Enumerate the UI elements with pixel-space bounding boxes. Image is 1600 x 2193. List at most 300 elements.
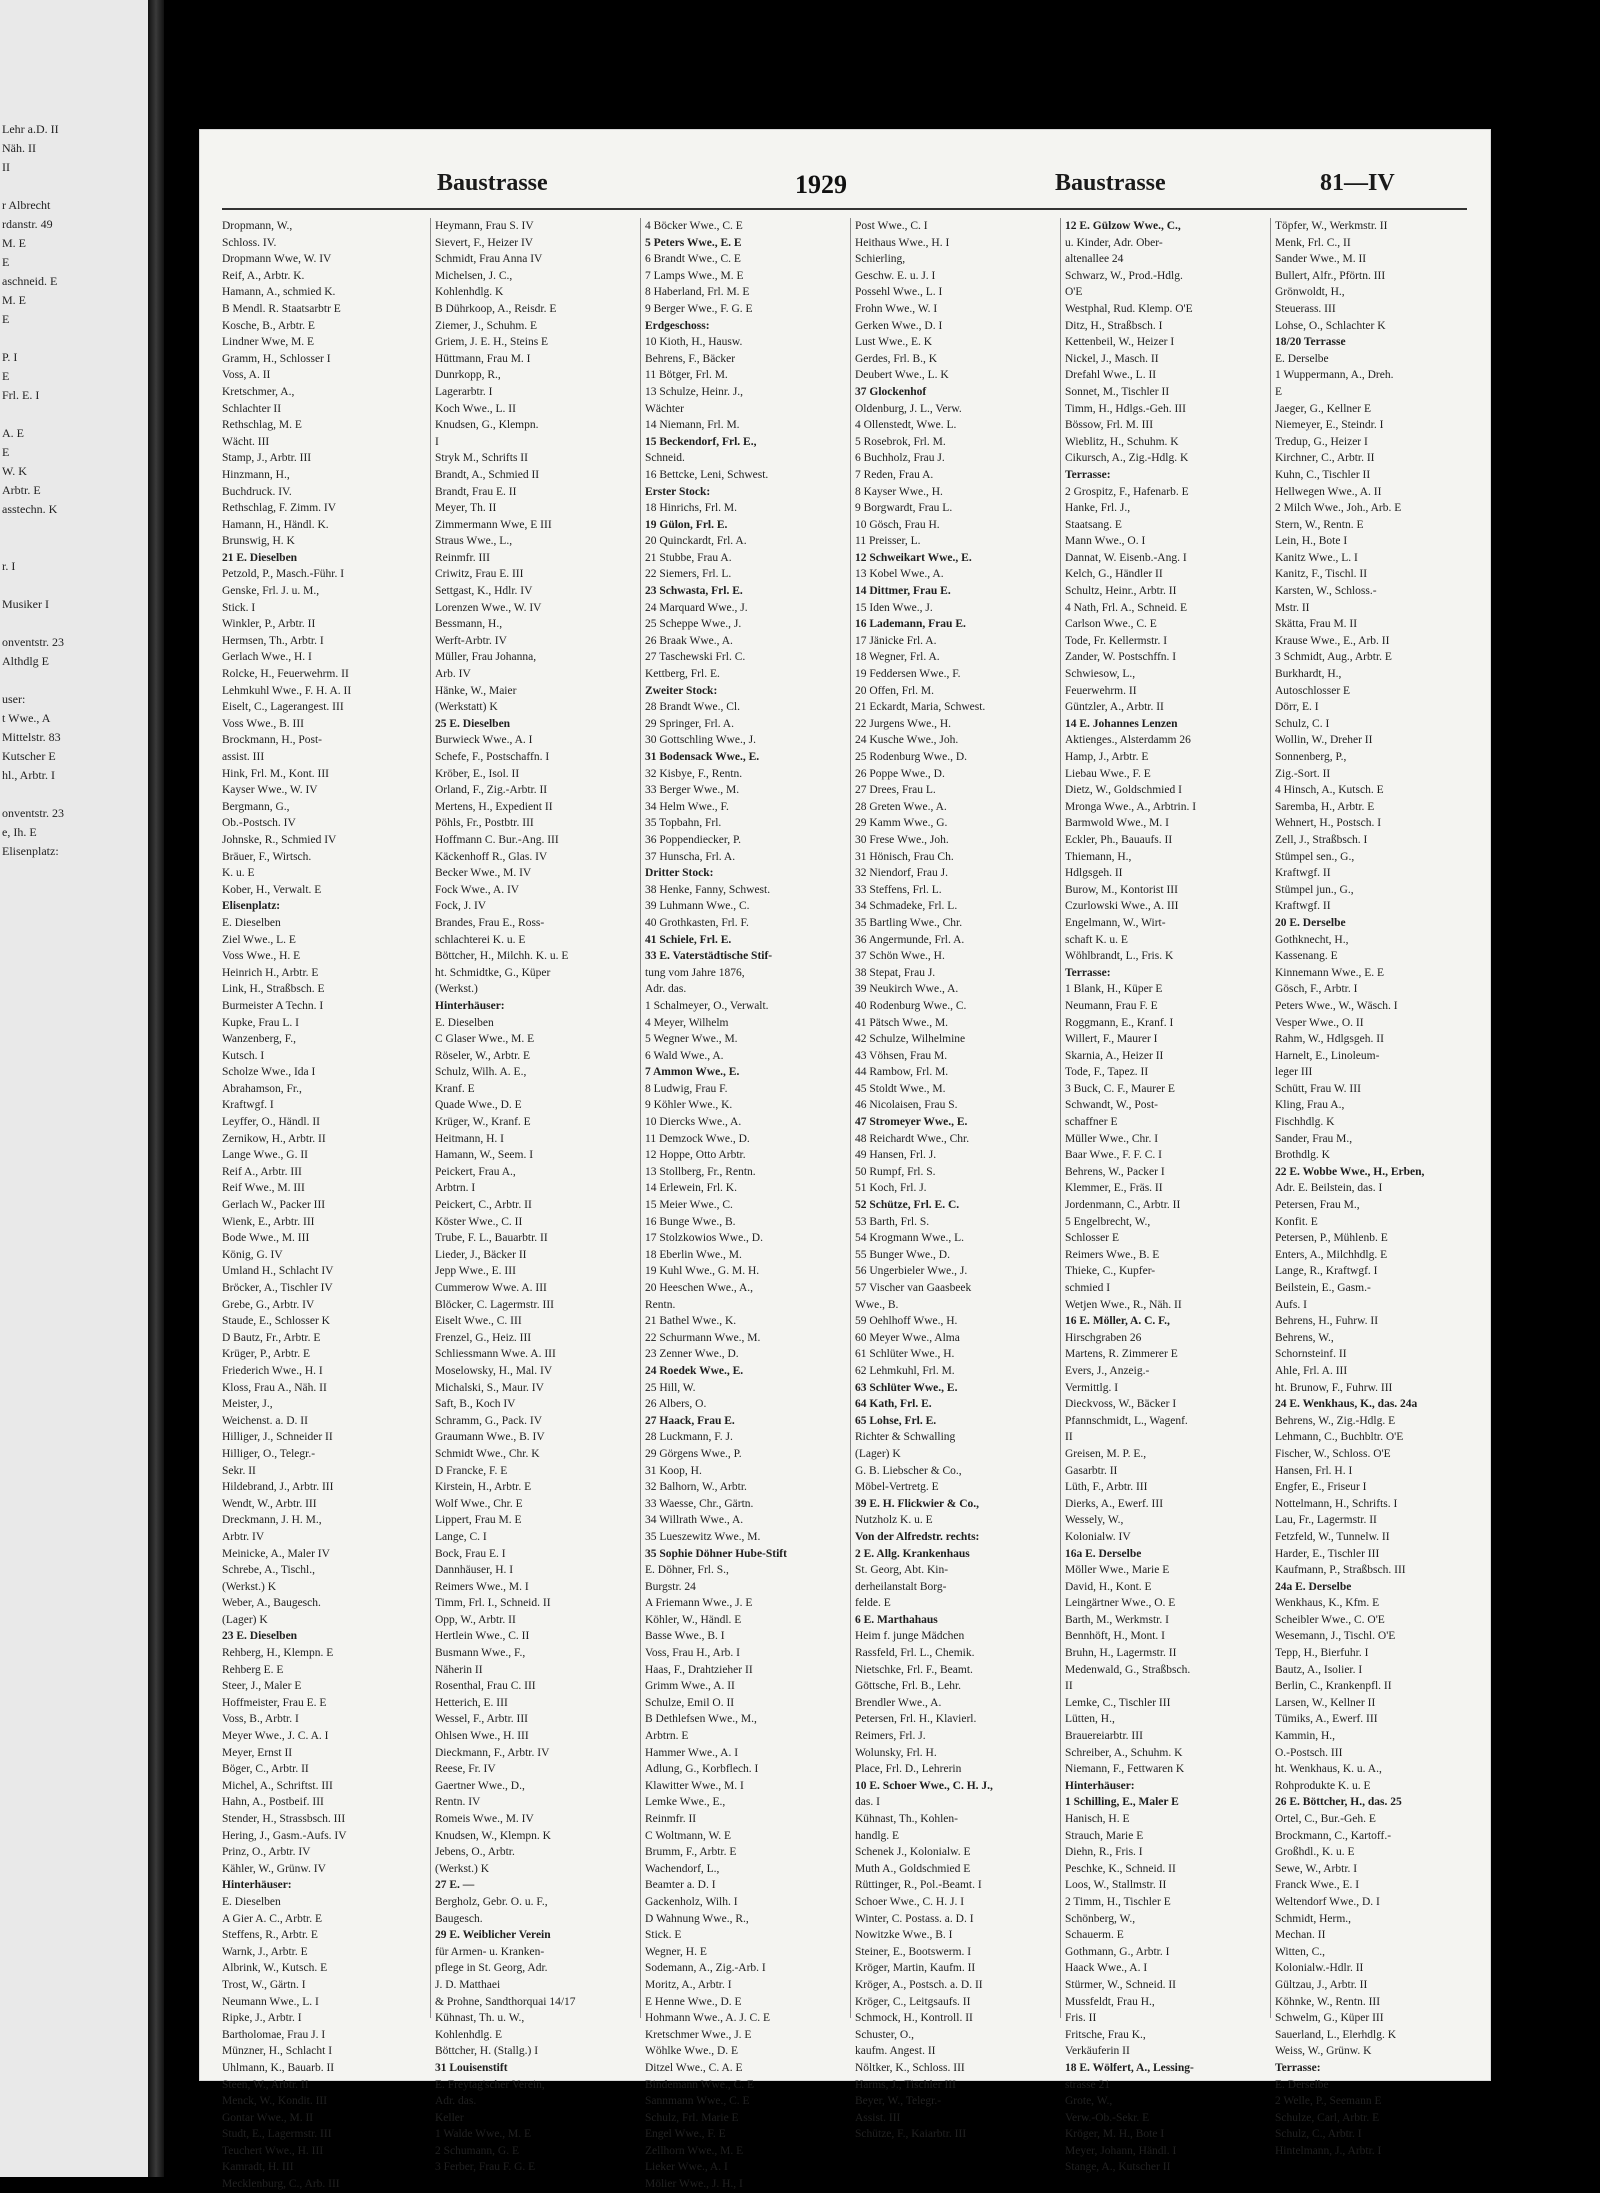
directory-entry: Warnk, J., Arbtr. E: [222, 1945, 308, 1958]
street-name-right: Baustrasse: [1055, 170, 1166, 196]
fragment-line: [2, 614, 148, 633]
directory-entry: Mecklenburg, C., Arb. III: [222, 2178, 340, 2191]
directory-entry: Rehberg, H., Klempn. E: [222, 1647, 334, 1660]
directory-entry: 9 Köhler Wwe., K.: [645, 1099, 733, 1112]
directory-entry: Sonnenberg, P.,: [1275, 751, 1347, 763]
directory-entry: G. B. Liebscher & Co.,: [855, 1464, 962, 1477]
directory-entry: Ditz, H., Straßbsch. I: [1065, 319, 1163, 332]
directory-entry: Dropmann, W.,: [222, 220, 293, 232]
directory-entry: Kröger, M. H., Bote I: [1065, 2128, 1165, 2141]
directory-entry: 15 Beckendorf, Frl. E.,: [645, 435, 757, 448]
directory-entry: Kettberg, Frl. E.: [645, 668, 720, 681]
directory-entry: 51 Koch, Frl. J.: [855, 1182, 927, 1195]
directory-entry: schaft K. u. E: [1065, 933, 1128, 946]
directory-entry: Peschke, K., Schneid. II: [1065, 1862, 1176, 1875]
directory-entry: Arbtr. IV: [222, 1530, 265, 1543]
directory-entry: Schuster, O.,: [855, 2028, 914, 2041]
directory-entry: Böttcher, H. (Stallg.) I: [435, 2045, 539, 2058]
directory-entry: Michel, A., Schriftst. III: [222, 1779, 333, 1792]
fragment-line: e, Ih. E: [2, 825, 37, 839]
directory-entry: 24 E. Wenkhaus, K., das. 24a: [1275, 1398, 1418, 1411]
fragment-line: E: [2, 255, 10, 269]
directory-entry: Hoffmeister, Frau E. E: [222, 1696, 327, 1709]
directory-entry: Fritsche, Frau K.,: [1065, 2028, 1146, 2041]
directory-entry: Lehmann, C., Buchbltr. O'E: [1275, 1431, 1404, 1444]
directory-entry: 27 Haack, Frau E.: [645, 1414, 735, 1427]
directory-entry: Wolf Wwe., Chr. E: [435, 1497, 523, 1510]
directory-entry: Lange, R., Kraftwgf. I: [1275, 1265, 1378, 1278]
directory-entry: Wollin, W., Dreher II: [1275, 734, 1373, 747]
directory-entry: 33 Steffens, Frl. L.: [855, 883, 942, 896]
directory-entry: Schauerm. E: [1065, 1929, 1124, 1942]
directory-entry: 33 Berger Wwe., M.: [645, 784, 740, 797]
directory-entry: 36 Poppendiecker, P.: [645, 833, 741, 846]
directory-entry: Uhlmann, K., Bauarb. II: [222, 2061, 335, 2074]
directory-entry: Gerlach W., Packer III: [222, 1199, 326, 1212]
directory-entry: Mronga Wwe., A., Arbtrin. I: [1065, 800, 1197, 813]
directory-entry: Brandes, Frau E., Ross-: [435, 916, 545, 929]
directory-entry: Weltendorf Wwe., D. I: [1275, 1895, 1380, 1908]
directory-entry: Skarnia, A., Heizer II: [1065, 1049, 1164, 1062]
directory-entry: E. Dieselben: [435, 1016, 494, 1029]
directory-entry: Behrens, F., Bäcker: [645, 352, 736, 365]
directory-entry: Wächt. III: [222, 435, 270, 448]
directory-entry: Engelmann, W., Wirt-: [1065, 916, 1166, 929]
directory-entry: Gerken Wwe., D. I: [855, 319, 943, 332]
directory-entry: Hüttmann, Frau M. I: [435, 352, 531, 365]
directory-entry: Graumann Wwe., B. IV: [435, 1431, 545, 1444]
directory-entry: Fischer, W., Schloss. O'E: [1275, 1447, 1391, 1460]
directory-entry: Beamter a. D. I: [645, 1879, 716, 1892]
directory-entry: Moselowsky, H., Mal. IV: [435, 1364, 553, 1377]
directory-entry: 1 Blank, H., Küper E: [1065, 983, 1163, 996]
fragment-line: onventstr. 23: [2, 635, 64, 649]
directory-entry: Wegner, H. E: [645, 1945, 707, 1958]
fragment-line: rdanstr. 49: [2, 217, 53, 231]
directory-entry: 28 Brandt Wwe., Cl.: [645, 701, 740, 714]
directory-entry: 22 E. Wobbe Wwe., H., Erben,: [1275, 1165, 1425, 1178]
directory-entry: Franck Wwe., E. I: [1275, 1879, 1360, 1892]
directory-entry: 16 Bettcke, Leni, Schwest.: [645, 468, 769, 481]
directory-entry: Sewe, W., Arbtr. I: [1275, 1862, 1358, 1875]
directory-entry: Wöhlbrandt, L., Fris. K: [1065, 950, 1174, 963]
directory-entry: Schoer Wwe., C. H. J. I: [855, 1895, 965, 1908]
directory-entry: Meyer, Johann, Händl. I: [1065, 2144, 1177, 2157]
directory-entry: Westphal, Rud. Klemp. O'E: [1065, 302, 1193, 315]
directory-entry: Wendt, W., Arbtr. III: [222, 1497, 317, 1510]
directory-entry: (Werkst.) K: [435, 1862, 490, 1875]
directory-entry: Dritter Stock:: [645, 867, 714, 880]
directory-entry: Thieke, C., Kupfer-: [1065, 1265, 1156, 1278]
directory-entry: 24 Roedek Wwe., E.: [645, 1364, 744, 1377]
fragment-line: hl., Arbtr. I: [2, 768, 55, 782]
directory-entry: ht. Wenkhaus, K. u. A.,: [1275, 1763, 1382, 1776]
directory-entry: David, H., Kont. E: [1065, 1580, 1152, 1593]
directory-entry: Ohlsen Wwe., H. III: [435, 1730, 529, 1743]
directory-entry: Hansen, Frl. H. I: [1275, 1464, 1353, 1477]
directory-entry: Steffens, R., Arbtr. E: [222, 1929, 318, 1942]
directory-entry: Umland H., Schlacht IV: [222, 1265, 334, 1278]
directory-entry: Tümiks, A., Ewerf. III: [1275, 1713, 1378, 1726]
directory-entry: Aufs. I: [1275, 1298, 1307, 1311]
directory-entry: Brumm, F., Arbtr. E: [645, 1846, 737, 1859]
directory-entry: ht. Brunow, F., Fuhrw. III: [1275, 1381, 1393, 1394]
directory-entry: 24 Kusche Wwe., Joh.: [855, 734, 959, 747]
directory-entry: Nietschke, Frl. F., Beamt.: [855, 1663, 973, 1676]
directory-entry: 18 Eberlin Wwe., M.: [645, 1248, 742, 1261]
directory-entry: Dreckmann, J. H. M.,: [222, 1514, 322, 1527]
directory-entry: 34 Schmadeke, Frl. L.: [855, 900, 958, 913]
directory-entry: Petersen, Frl. H., Klavierl.: [855, 1713, 977, 1726]
directory-entry: 20 E. Derselbe: [1275, 916, 1346, 929]
directory-entry: Bröcker, A., Tischler IV: [222, 1282, 333, 1294]
directory-entry: Kelch, G., Händler II: [1065, 568, 1163, 581]
directory-entry: Enters, A., Milchhdlg. E: [1275, 1248, 1388, 1261]
directory-entry: Wehnert, H., Postsch. I: [1275, 817, 1382, 830]
directory-entry: 9 Borgwardt, Frau L.: [855, 502, 953, 515]
directory-entry: Jaeger, G., Kellner E: [1275, 402, 1371, 415]
directory-entry: Käckenhoff R., Glas. IV: [435, 850, 548, 863]
directory-entry: Göttsche, Frl. B., Lehr.: [855, 1680, 962, 1693]
fragment-line: [2, 671, 148, 690]
directory-entry: Schreiber, A., Schuhm. K: [1065, 1746, 1183, 1759]
directory-entry: 13 Schulze, Heinr. J.,: [645, 385, 744, 398]
directory-entry: Hinterhäuser:: [1065, 1779, 1135, 1792]
directory-entry: E Henne Wwe., D. E: [645, 1995, 742, 2008]
directory-entry: Knudsen, G., Klempn.: [435, 419, 539, 432]
directory-entry: 52 Schütze, Frl. E. C.: [855, 1199, 960, 1212]
directory-entry: Lippert, Frau M. E: [435, 1514, 522, 1527]
directory-entry: Hamp, J., Arbtr. E: [1065, 751, 1149, 763]
fragment-line: A. E: [2, 426, 24, 440]
directory-entry: assist. III: [222, 751, 265, 763]
directory-entry: 30 Frese Wwe., Joh.: [855, 833, 949, 846]
directory-entry: 27 Taschewski Frl. C.: [645, 651, 746, 664]
street-name-left: Baustrasse: [437, 170, 548, 196]
directory-entry: Neumann Wwe., L. I: [222, 1995, 319, 2008]
directory-entry: Brothdlg. K: [1275, 1149, 1330, 1162]
directory-entry: Romeis Wwe., M. IV: [435, 1813, 534, 1825]
directory-entry: 38 Henke, Fanny, Schwest.: [645, 883, 771, 896]
directory-entry: für Armen- u. Kranken-: [435, 1945, 545, 1958]
directory-entry: 53 Barth, Frl. S.: [855, 1215, 930, 1228]
directory-entry: Böttcher, H., Milchh. K. u. E: [435, 950, 569, 963]
fragment-line: [2, 785, 148, 804]
directory-entry: Schrebe, A., Tischl.,: [222, 1564, 315, 1577]
directory-entry: handlg. E: [855, 1829, 900, 1842]
directory-entry: felde. E: [855, 1597, 891, 1610]
directory-entry: (Werkst.) K: [222, 1580, 277, 1593]
directory-entry: (Werkst.): [435, 983, 478, 996]
directory-entry: schlachterei K. u. E: [435, 933, 526, 946]
directory-entry: Buchdruck. IV.: [222, 485, 292, 498]
directory-entry: Sonnet, M., Tischler II: [1065, 385, 1170, 398]
page-number: 81—IV: [1320, 170, 1395, 196]
directory-entry: Basse Wwe., B. I: [645, 1630, 725, 1643]
fragment-line: [2, 576, 148, 595]
directory-entry: Diehn, R., Fris. I: [1065, 1846, 1143, 1859]
directory-entry: Großhdl., K. u. E: [1275, 1846, 1355, 1859]
directory-entry: (Lager) K: [855, 1447, 901, 1460]
directory-entry: Schierling,: [855, 253, 906, 266]
directory-entry: Böger, C., Arbtr. II: [222, 1763, 309, 1776]
fragment-line: Näh. II: [2, 141, 36, 155]
directory-entry: Von der Alfredstr. rechts:: [855, 1530, 980, 1543]
directory-entry: Dörr, E. I: [1275, 701, 1319, 714]
directory-entry: II: [1065, 1431, 1073, 1444]
directory-entry: Bessmann, H.,: [435, 618, 503, 631]
directory-entry: Hamann, W., Seem. I: [435, 1149, 534, 1162]
directory-entry: 4 Ollenstedt, Wwe. L.: [855, 419, 957, 432]
directory-entry: 36 Angermunde, Frl. A.: [855, 933, 965, 946]
directory-entry: Bode Wwe., M. III: [222, 1232, 310, 1245]
directory-entry: Schönberg, W.,: [1065, 1912, 1136, 1925]
directory-entry: 29 E. Weiblicher Verein: [435, 1929, 551, 1942]
directory-entry: I: [435, 435, 439, 448]
directory-entry: D Wahnung Wwe., R.,: [645, 1912, 749, 1925]
directory-entry: Heitmann, H. I: [435, 1132, 504, 1145]
directory-entry: Kassenang. E: [1275, 950, 1338, 963]
directory-entry: Klawitter Wwe., M. I: [645, 1779, 744, 1792]
directory-entry: Behrens, W., Packer I: [1065, 1165, 1165, 1178]
directory-entry: Aktienges., Alsterdamm 26: [1065, 734, 1191, 747]
directory-entry: Schramm, G., Pack. IV: [435, 1414, 542, 1427]
directory-entry: Feuerwehrm. II: [1065, 684, 1137, 697]
directory-entry: 47 Stromeyer Wwe., E.: [855, 1116, 968, 1129]
directory-entry: Scheibler Wwe., C. O'E: [1275, 1613, 1385, 1626]
directory-entry: Kling, Frau A.,: [1275, 1099, 1345, 1112]
directory-entry: 10 Gösch, Frau H.: [855, 518, 940, 531]
directory-entry: Lemke, C., Tischler III: [1065, 1696, 1171, 1709]
directory-entry: Gerlach Wwe., H. I: [222, 651, 312, 664]
directory-entry: Rahm, W., Hdlgsgeh. II: [1275, 1033, 1384, 1046]
directory-entry: II: [1065, 1680, 1073, 1693]
directory-entry: Hdlgsgeh. II: [1065, 867, 1123, 880]
directory-entry: Kühnast, Th. u. W.,: [435, 2012, 525, 2025]
directory-entry: Geschw. E. u. J. I: [855, 269, 936, 282]
directory-entry: E. Derselbe: [1275, 352, 1329, 365]
directory-entry: Quade Wwe., D. E: [435, 1099, 522, 1112]
directory-entry: 21 Stubbe, Frau A.: [645, 551, 732, 564]
directory-entry: 37 Glockenhof: [855, 385, 927, 398]
directory-entry: Martens, R. Zimmerer E: [1065, 1348, 1178, 1361]
directory-entry: Kirchner, C., Arbtr. II: [1275, 452, 1375, 465]
directory-entry: Mussfeldt, Frau H.,: [1065, 1995, 1155, 2008]
directory-entry: 8 Haberland, Frl. M. E: [645, 286, 750, 299]
directory-entry: 28 Luckmann, F. J.: [645, 1431, 733, 1444]
directory-entry: Röseler, W., Arbtr. E: [435, 1049, 531, 1062]
directory-entry: Burkhardt, H.,: [1275, 668, 1342, 681]
directory-entry: Schlosser E: [1065, 1232, 1119, 1245]
directory-entry: Wachendorf, L.,: [645, 1862, 720, 1875]
directory-entry: Kober, H., Verwalt. E: [222, 883, 322, 896]
directory-entry: Stick. I: [222, 601, 256, 614]
directory-entry: 14 E. Johannes Lenzen: [1065, 717, 1178, 730]
directory-entry: 4 Nath, Frl. A., Schneid. E: [1065, 601, 1188, 614]
directory-entry: 4 Meyer, Wilhelm: [645, 1016, 729, 1029]
directory-entry: Niemann, F., Fettwaren K: [1065, 1763, 1185, 1776]
directory-entry: Tode, Fr. Kellermstr. I: [1065, 634, 1168, 647]
directory-column-1: [222, 218, 427, 2191]
directory-entry: 21 E. Dieselben: [222, 551, 298, 564]
fragment-line: [2, 538, 148, 557]
directory-entry: Genske, Frl. J. u. M.,: [222, 585, 320, 598]
directory-entry: O.-Postsch. III: [1275, 1746, 1343, 1759]
directory-entry: Winkler, P., Arbtr. II: [222, 618, 316, 631]
directory-entry: Krause Wwe., E., Arb. II: [1275, 634, 1390, 647]
directory-entry: Näherin II: [435, 1663, 483, 1676]
directory-entry: Johnske, R., Schmied IV: [222, 833, 337, 846]
directory-entry: Schwandt, W., Post-: [1065, 1099, 1158, 1112]
directory-entry: schmied I: [1065, 1282, 1111, 1294]
directory-entry: Fischhdlg. K: [1275, 1116, 1335, 1129]
directory-entry: 35 Lueszewitz Wwe., M.: [645, 1530, 761, 1543]
directory-entry: Burmeister A Techn. I: [222, 999, 324, 1012]
directory-column-4: [855, 218, 1055, 2141]
directory-entry: Eiselt Wwe., C. III: [435, 1315, 522, 1328]
directory-entry: E. Dieselben: [222, 916, 281, 929]
directory-entry: Barth, M., Werkmstr. I: [1065, 1613, 1169, 1626]
directory-entry: Eiselt, C., Lagerangest. III: [222, 701, 344, 714]
directory-entry: 39 Luhmann Wwe., C.: [645, 900, 750, 913]
directory-entry: Neumann, Frau F. E: [1065, 999, 1158, 1012]
directory-entry: Heim f. junge Mädchen: [855, 1630, 965, 1643]
directory-entry: Pöhls, Fr., Postbtr. III: [435, 817, 534, 830]
directory-entry: Bergholz, Gebr. O. u. F.,: [435, 1895, 548, 1908]
directory-entry: 9 Berger Wwe., F. G. E: [645, 302, 753, 315]
directory-entry: Ahle, Frl. A. III: [1275, 1364, 1348, 1377]
directory-entry: 25 E. Dieselben: [435, 717, 511, 730]
directory-entry: Peickert, C., Arbtr. II: [435, 1199, 532, 1212]
directory-entry: Staatsang. E: [1065, 518, 1122, 531]
fragment-line: r Albrecht: [2, 198, 51, 212]
directory-entry: 14 Dittmer, Frau E.: [855, 585, 951, 598]
directory-entry: Assist. III: [855, 2111, 901, 2124]
directory-entry: 19 Kuhl Wwe., G. M. H.: [645, 1265, 760, 1278]
directory-entry: Reinmfr. II: [645, 1813, 697, 1825]
directory-entry: strasse 21: [1065, 2078, 1111, 2091]
directory-entry: Burow, M., Kontorist III: [1065, 883, 1178, 896]
directory-entry: 45 Stoldt Wwe., M.: [855, 1082, 946, 1095]
fragment-line: t Wwe., A: [2, 711, 51, 725]
directory-entry: Meyer, Th. II: [435, 502, 497, 515]
directory-entry: Dierks, A., Ewerf. III: [1065, 1497, 1164, 1510]
directory-entry: Kraftwgf. II: [1275, 900, 1331, 913]
directory-entry: Drefahl Wwe., L. II: [1065, 369, 1157, 382]
directory-entry: Brauereiarbtr. III: [1065, 1730, 1143, 1743]
directory-entry: 22 Schurmann Wwe., M.: [645, 1331, 761, 1344]
directory-entry: Blöcker, C. Lagermstr. III: [435, 1298, 554, 1311]
directory-entry: Gösch, F., Arbtr. I: [1275, 983, 1358, 996]
directory-entry: 19 Feddersen Wwe., F.: [855, 668, 961, 681]
directory-entry: Kraftwgf. II: [1275, 867, 1331, 880]
directory-entry: Tode, F., Tapez. II: [1065, 1066, 1149, 1079]
directory-entry: Post Wwe., C. I: [855, 220, 928, 232]
directory-entry: Wesemann, J., Tischl. O'E: [1275, 1630, 1396, 1643]
directory-entry: Harms, J., Tischler III: [855, 2078, 956, 2091]
directory-entry: 17 Stolzkowios Wwe., D.: [645, 1232, 763, 1245]
directory-entry: Becker Wwe., M. IV: [435, 867, 532, 880]
directory-entry: Hellwegen Wwe., A. II: [1275, 485, 1382, 498]
directory-entry: Voss Wwe., B. III: [222, 717, 304, 730]
directory-entry: Criwitz, Frau E. III: [435, 568, 524, 581]
directory-entry: Wanzenberg, F.,: [222, 1033, 296, 1046]
directory-entry: Wolunsky, Frl. H.: [855, 1746, 937, 1759]
directory-entry: Brunswig, H. K: [222, 535, 295, 548]
directory-entry: Nutzholz K. u. E: [855, 1514, 933, 1527]
directory-entry: Müller, Frau Johanna,: [435, 651, 537, 664]
directory-entry: Jepp Wwe., E. III: [435, 1265, 516, 1278]
directory-entry: B Mendl. R. Staatsarbtr E: [222, 302, 341, 315]
directory-entry: Terrasse:: [1065, 468, 1111, 481]
directory-entry: Nöltker, K., Schloss. III: [855, 2061, 965, 2074]
directory-entry: E. Freytag'scher Verein,: [435, 2078, 545, 2091]
directory-entry: Kettenbeil, W., Heizer I: [1065, 336, 1175, 349]
directory-entry: Kröber, E., Isol. II: [435, 767, 520, 780]
directory-entry: Rohprodukte K. u. E: [1275, 1779, 1371, 1792]
directory-column-3: [645, 218, 845, 2191]
fragment-line: Musiker I: [2, 597, 49, 611]
directory-entry: Menk, Frl. C., II: [1275, 236, 1351, 249]
directory-entry: 31 Hönisch, Frau Ch.: [855, 850, 954, 863]
directory-entry: Evers, J., Anzeig.-: [1065, 1364, 1150, 1377]
directory-entry: Brendler Wwe., A.: [855, 1696, 942, 1709]
directory-entry: Wessely, W.,: [1065, 1514, 1124, 1527]
directory-entry: 18 Wegner, Frl. A.: [855, 651, 940, 664]
directory-entry: 13 Kobel Wwe., A.: [855, 568, 944, 581]
directory-entry: 3 Schmidt, Aug., Arbtr. E: [1275, 651, 1392, 664]
directory-entry: 39 Neukirch Wwe., A.: [855, 983, 959, 996]
directory-entry: 17 Jänicke Frl. A.: [855, 634, 937, 647]
directory-entry: Kuhn, C., Tischler II: [1275, 468, 1371, 481]
directory-entry: Stender, H., Strassbsch. III: [222, 1813, 346, 1825]
directory-entry: 5 Peters Wwe., E. E: [645, 236, 742, 249]
directory-entry: Schütze, F., Kaiarbtr. III: [855, 2128, 967, 2141]
directory-entry: Mölier Wwe., J. H., I: [645, 2178, 743, 2191]
directory-entry: Lütten, H.,: [1065, 1713, 1115, 1726]
directory-entry: Ortel, C., Bur.-Geh. E: [1275, 1813, 1376, 1825]
directory-entry: Sodemann, A., Zig.-Arb. I: [645, 1962, 766, 1975]
directory-entry: Kamradt, H. III: [222, 2161, 294, 2174]
directory-entry: Leingärtner Wwe., O. E: [1065, 1597, 1176, 1610]
directory-entry: Bräuer, F., Wirtsch.: [222, 850, 312, 863]
directory-entry: u. Kinder, Adr. Ober-: [1065, 236, 1163, 249]
directory-entry: Wächter: [645, 402, 684, 415]
directory-entry: Ripke, J., Arbtr. I: [222, 2012, 302, 2025]
directory-entry: Weber, A., Baugesch.: [222, 1597, 321, 1610]
directory-entry: Schefe, F., Postschaffn. I: [435, 751, 550, 763]
directory-entry: Harder, E., Tischler III: [1275, 1547, 1380, 1560]
directory-entry: E. Döhner, Frl. S.,: [645, 1564, 729, 1577]
directory-entry: tung vom Jahre 1876,: [645, 966, 745, 979]
directory-entry: 35 Topbahn, Frl.: [645, 817, 722, 830]
directory-entry: 26 Albers, O.: [645, 1398, 707, 1411]
directory-entry: Kranf. E: [435, 1082, 475, 1095]
directory-entry: Meinicke, A., Maler IV: [222, 1547, 330, 1560]
directory-entry: Vermittlg. I: [1065, 1381, 1119, 1394]
directory-entry: Loos, W., Stallmstr. II: [1065, 1879, 1167, 1892]
directory-entry: Karsten, W., Schloss.-: [1275, 585, 1377, 598]
directory-entry: 4 Böcker Wwe., C. E: [645, 220, 743, 232]
directory-entry: Lüth, F., Arbtr. III: [1065, 1481, 1148, 1494]
directory-entry: Roggmann, E., Kranf. I: [1065, 1016, 1174, 1029]
fragment-line: onventstr. 23: [2, 806, 64, 820]
directory-entry: Reimers Wwe., M. I: [435, 1580, 529, 1593]
directory-entry: Stümpel jun., G.,: [1275, 883, 1354, 896]
directory-entry: Heymann, Frau S. IV: [435, 220, 534, 232]
directory-column-6: [1275, 218, 1470, 2157]
directory-entry: 6 Buchholz, Frau J.: [855, 452, 945, 465]
